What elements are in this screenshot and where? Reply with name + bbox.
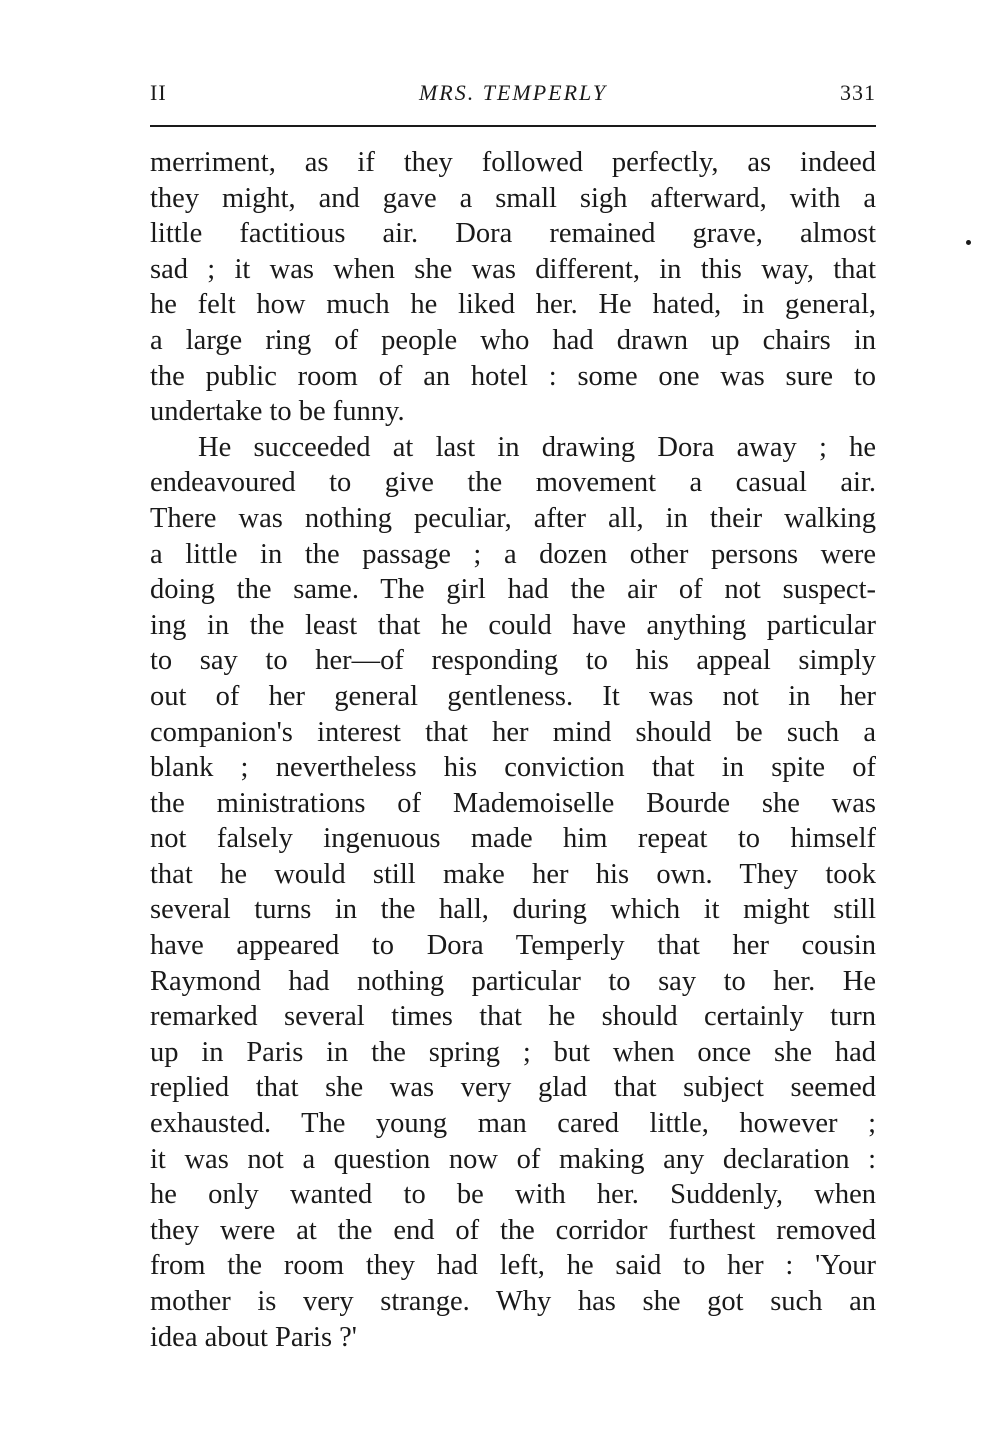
header-rule [150, 125, 876, 127]
text-line: Raymond had nothing particular to say to her. He [150, 965, 876, 997]
text-line: exhausted. The young man cared little, however ; [150, 1108, 876, 1140]
text-line: they were at the end of the corridor furthest removed [150, 1214, 876, 1246]
text-line: merriment, as if they followed perfectly, as indeed [150, 147, 876, 178]
paragraph-start-line: He succeeded at last in drawing Dora away ; he [198, 431, 876, 463]
text-line: doing the same. The girl had the air of not suspect- [150, 574, 876, 606]
page-number: 331 [840, 80, 876, 105]
chapter-number: II [150, 80, 167, 105]
text-line: sad ; it was when she was different, in this way, that [150, 253, 876, 285]
text-line: the public room of an hotel : some one was sure to [150, 360, 876, 392]
text-line: the ministrations of Mademoiselle Bourde she was [150, 787, 876, 819]
text-line: ing in the least that he could have anything particular [150, 609, 876, 641]
text-line: remarked several times that he should certainly turn [150, 1001, 876, 1033]
text-line: up in Paris in the spring ; but when once she had [150, 1036, 876, 1068]
body-text [150, 145, 876, 1355]
text-line: several turns in the hall, during which it might still [150, 894, 876, 926]
running-title: MRS. TEMPERLY [418, 80, 608, 105]
text-line: that he would still make her his own. They took [150, 858, 876, 890]
text-line: not falsely ingenuous made him repeat to himself [150, 823, 876, 855]
text-line: undertake to be funny. [150, 396, 405, 428]
text-line: he only wanted to be with her. Suddenly, when [150, 1179, 876, 1211]
text-line: to say to her—of responding to his appeal simply [150, 645, 876, 677]
text-line: have appeared to Dora Temperly that her cousin [150, 930, 876, 962]
running-head [150, 80, 876, 114]
text-line: he felt how much he liked her. He hated, in general, [150, 289, 876, 321]
text-line: idea about Paris ?' [150, 1321, 357, 1353]
margin-speck [966, 240, 971, 245]
text-line: replied that she was very glad that subject seemed [150, 1072, 876, 1104]
text-line: endeavoured to give the movement a casual air. [150, 467, 876, 499]
text-line: blank ; nevertheless his conviction that in spite of [150, 752, 876, 784]
text-line: from the room they had left, he said to her : 'Your [150, 1250, 876, 1282]
text-line: companion's interest that her mind should be such a [150, 716, 876, 748]
text-line: a large ring of people who had drawn up chairs in [150, 324, 876, 356]
text-line: mother is very strange. Why has she got such an [150, 1286, 876, 1317]
text-line: little factitious air. Dora remained grave, almost [150, 218, 876, 250]
text-line: they might, and gave a small sigh afterward, with a [150, 182, 876, 214]
text-line: There was nothing peculiar, after all, in their walking [150, 502, 876, 534]
text-line: out of her general gentleness. It was not in her [150, 680, 876, 712]
text-line: it was not a question now of making any declaration : [150, 1143, 876, 1175]
text-line: a little in the passage ; a dozen other persons were [150, 538, 876, 570]
